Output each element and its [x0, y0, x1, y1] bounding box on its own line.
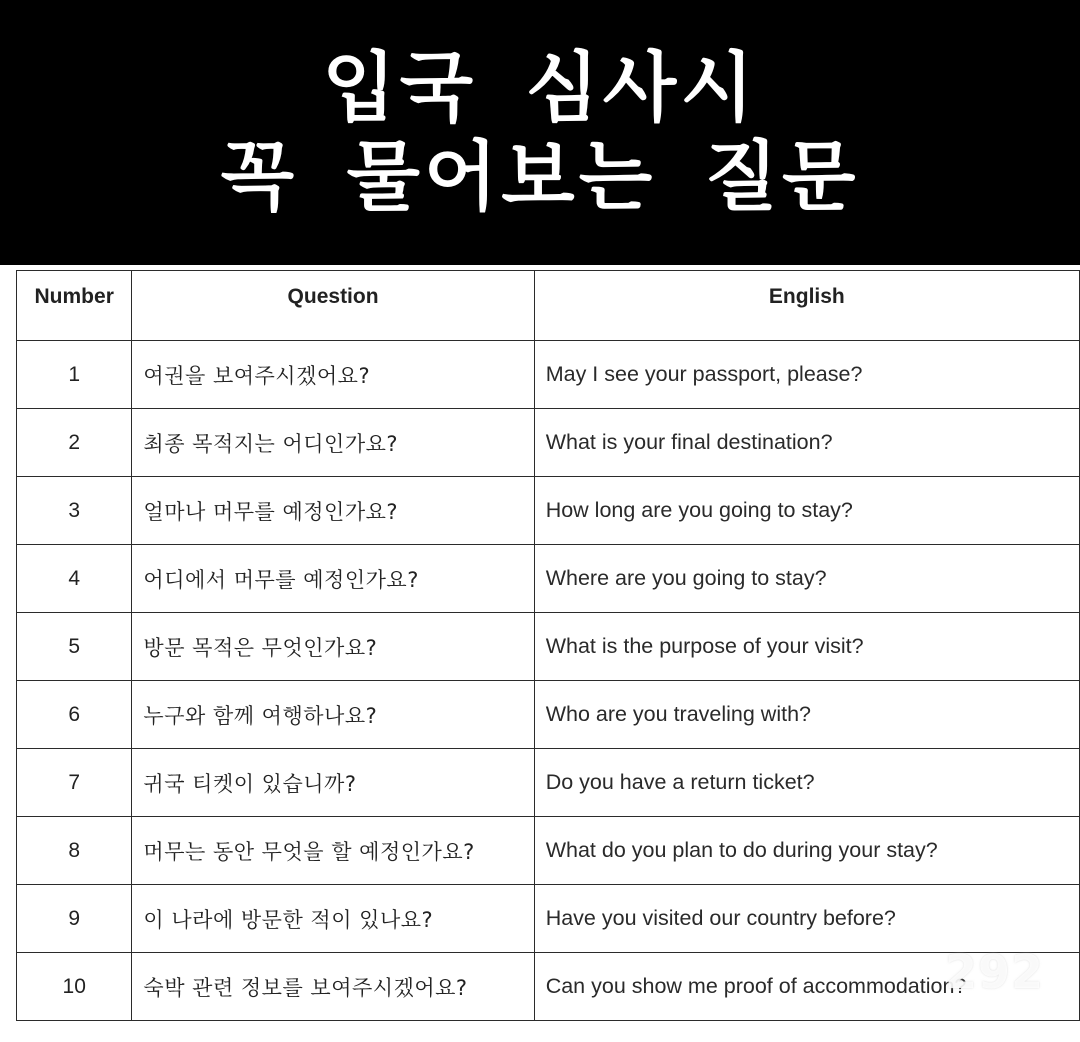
- row-number: 3: [17, 477, 132, 545]
- row-number: 5: [17, 613, 132, 681]
- table-row: [17, 341, 1080, 409]
- table-row: [17, 681, 1080, 749]
- row-english: Do you have a return ticket?: [534, 749, 1079, 817]
- row-question: 얼마나 머무를 예정인가요?: [132, 477, 534, 545]
- row-english: What do you plan to do during your stay?: [534, 817, 1079, 885]
- row-number: 4: [17, 545, 132, 613]
- row-number: 7: [17, 749, 132, 817]
- title-line-1: 입국 심사시: [322, 43, 758, 132]
- table-row: [17, 817, 1080, 885]
- row-english: Can you show me proof of accommodation?: [534, 953, 1079, 1021]
- row-question: 어디에서 머무를 예정인가요?: [132, 545, 534, 613]
- row-question: 누구와 함께 여행하나요?: [132, 681, 534, 749]
- row-question: 최종 목적지는 어디인가요?: [132, 409, 534, 477]
- title-line-2: 꼭 물어보는 질문: [220, 132, 860, 221]
- header-question: Question: [132, 271, 534, 341]
- table-row: [17, 885, 1080, 953]
- row-english: Have you visited our country before?: [534, 885, 1079, 953]
- row-english: How long are you going to stay?: [534, 477, 1079, 545]
- row-english: What is the purpose of your visit?: [534, 613, 1079, 681]
- header-number: Number: [17, 271, 132, 341]
- row-number: 8: [17, 817, 132, 885]
- row-question: 이 나라에 방문한 적이 있나요?: [132, 885, 534, 953]
- row-number: 2: [17, 409, 132, 477]
- row-number: 9: [17, 885, 132, 953]
- table-row: [17, 953, 1080, 1021]
- row-number: 6: [17, 681, 132, 749]
- row-english: May I see your passport, please?: [534, 341, 1079, 409]
- table-row: [17, 477, 1080, 545]
- row-question: 숙박 관련 정보를 보여주시겠어요?: [132, 953, 534, 1021]
- row-question: 머무는 동안 무엇을 할 예정인가요?: [132, 817, 534, 885]
- question-sheet: [0, 265, 1080, 1042]
- table-row: [17, 749, 1080, 817]
- table-row: [17, 613, 1080, 681]
- row-english: Who are you traveling with?: [534, 681, 1079, 749]
- questions-table: [16, 270, 1080, 1021]
- title-banner: [0, 0, 1080, 265]
- row-number: 1: [17, 341, 132, 409]
- table-header-row: [17, 271, 1080, 341]
- row-question: 방문 목적은 무엇인가요?: [132, 613, 534, 681]
- row-question: 귀국 티켓이 있습니까?: [132, 749, 534, 817]
- row-number: 10: [17, 953, 132, 1021]
- table-row: [17, 409, 1080, 477]
- row-question: 여권을 보여주시겠어요?: [132, 341, 534, 409]
- table-row: [17, 545, 1080, 613]
- row-english: What is your final destination?: [534, 409, 1079, 477]
- header-english: English: [534, 271, 1079, 341]
- row-english: Where are you going to stay?: [534, 545, 1079, 613]
- watermark: 292: [945, 945, 1045, 999]
